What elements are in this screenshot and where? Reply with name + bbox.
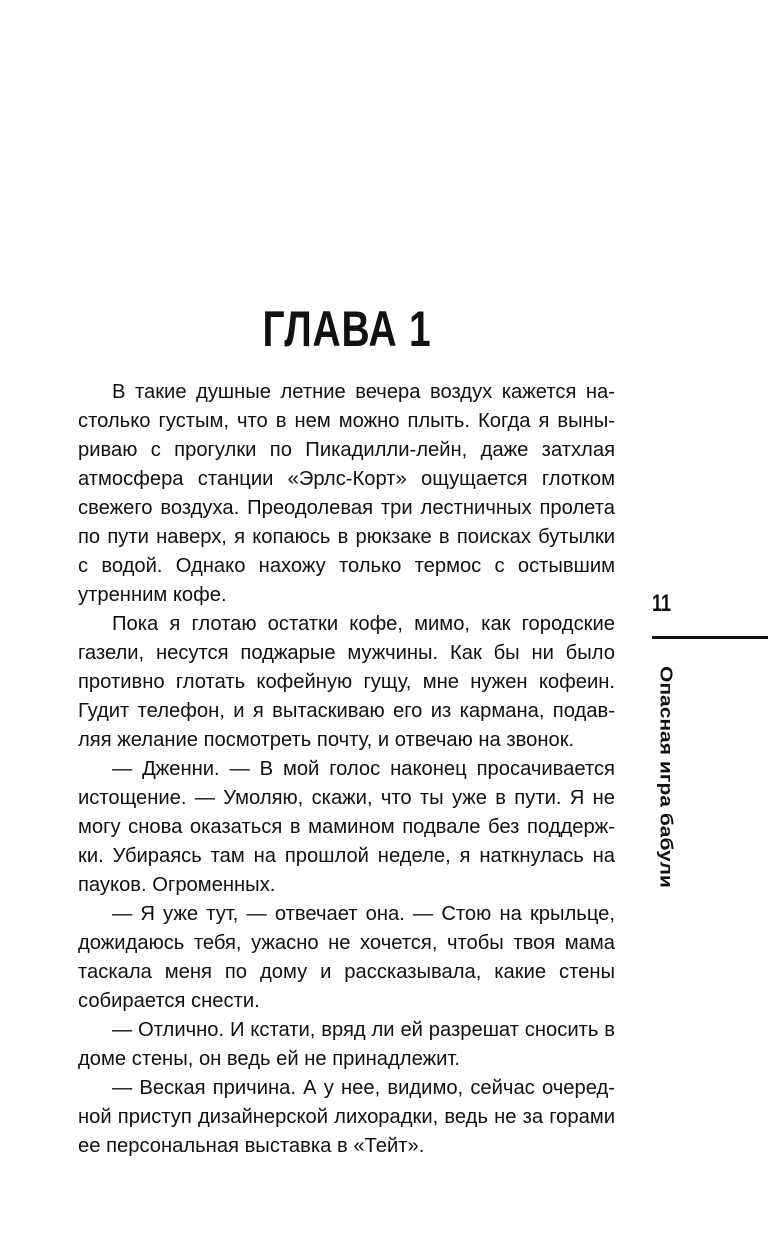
page-number: 11 (652, 590, 672, 617)
body-text (78, 378, 615, 1161)
running-title: Опасная игра бабули (656, 666, 676, 888)
paragraph-4: — Я уже тут, — отвечает она. — Стою на крыльце, дожидаюсь тебя, ужасно не хочется, чтобы твоя мама таскала меня по дому и рассказывала, какие стены собирается снести. (78, 903, 615, 1012)
paragraph-5: — Отлично. И кстати, вряд ли ей разрешат сносить в доме стены, он ведь ей не принадлежит. (78, 1019, 615, 1070)
paragraph-6: — Веская причина. А у нее, видимо, сейчас очередной приступ дизайнерской лихорадки, ведь не за горами ее персональная выставка в «Тейт». (78, 1077, 615, 1157)
paragraph-2: Пока я глотаю остатки кофе, мимо, как городские газели, несутся поджарые мужчины. Как бы ни было противно глотать кофейную гущу, мне нужен кофеин. Гудит телефон, и я вытаскиваю его из кармана, подавляя желание посмотреть почту, и отвечаю на звонок. (78, 613, 615, 751)
chapter-title: ГЛАВА 1 (262, 301, 432, 357)
side-rule-divider (652, 636, 768, 639)
paragraph-1: В такие душные летние вечера воздух кажется настолько густым, что в нем можно плыть. Когда я выныриваю с прогулки по Пикадилли-лейн, даже затхлая атмосфера станции «Эрлс-Корт» ощущается глотком свежего воздуха. Преодолевая три лестничных пролета по пути наверх, я копаюсь в рюкзаке в поисках бутылки с водой. Однако нахожу только термос с остывшим утренним кофе. (78, 381, 615, 606)
paragraph-3: — Дженни. — В мой голос наконец просачивается истощение. — Умоляю, скажи, что ты уже в пути. Я не могу снова оказаться в мамином подвале без поддержки. Убираясь там на прошлой неделе, я наткнулась на пауков. Огроменных. (78, 758, 615, 896)
